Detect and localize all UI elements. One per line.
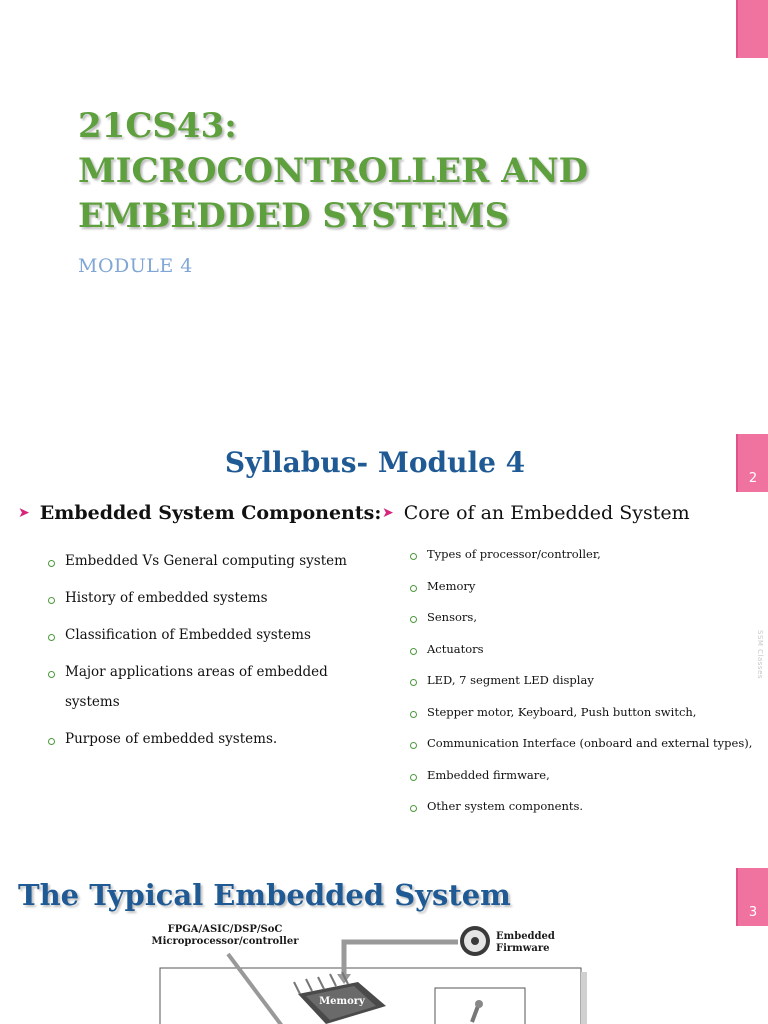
left-column-heading	[18, 502, 381, 524]
right-bullet-list	[410, 545, 753, 829]
processor-label-line: Microprocessor/controller	[151, 936, 299, 947]
module-subtitle: MODULE 4	[78, 255, 193, 277]
list-item: Sensors,	[410, 608, 745, 627]
title-line: 21CS43:	[78, 106, 237, 146]
page-number-tab	[736, 868, 768, 926]
list-item: Embedded Vs General computing system	[48, 546, 368, 576]
heading-text: Embedded System Components:	[39, 502, 382, 524]
left-bullet-list	[48, 546, 368, 761]
title-line: EMBEDDED SYSTEMS	[78, 196, 510, 236]
slide-title	[0, 0, 768, 420]
list-item: Communication Interface (onboard and external types),	[410, 734, 745, 753]
watermark: SSM Classes	[756, 630, 764, 680]
page-number: 2	[748, 471, 758, 486]
firmware-label-line: Embedded	[496, 931, 555, 942]
slide-title: Syllabus- Module 4	[224, 446, 526, 479]
arrow-bullet-icon: ➤	[18, 505, 30, 521]
title-line: MICROCONTROLLER AND	[78, 151, 589, 191]
page-tab	[736, 0, 768, 58]
list-item: Types of processor/controller,	[410, 545, 745, 564]
list-item: Major applications areas of embedded systems	[48, 657, 368, 717]
list-item: Classification of Embedded systems	[48, 620, 368, 650]
slide-title: The Typical Embedded System	[18, 878, 511, 912]
system-box-shadow	[581, 972, 587, 1024]
list-item: Embedded firmware,	[410, 766, 745, 785]
memory-label: Memory	[319, 996, 365, 1007]
right-column-heading	[382, 502, 690, 524]
list-item: Other system components.	[410, 797, 745, 816]
disc-icon	[460, 926, 490, 956]
slide-typical-embedded-system	[0, 848, 768, 1024]
processor-label-line: FPGA/ASIC/DSP/SoC	[167, 924, 283, 935]
list-item: Stepper motor, Keyboard, Push button switch,	[410, 703, 745, 722]
page-number: 3	[748, 905, 758, 920]
firmware-label-line: Firmware	[496, 943, 550, 954]
list-item: History of embedded systems	[48, 583, 368, 613]
list-item: Memory	[410, 577, 745, 596]
slide-syllabus	[0, 420, 768, 848]
diagram-graphics	[0, 922, 768, 1024]
heading-text: Core of an Embedded System	[403, 502, 690, 524]
list-item: LED, 7 segment LED display	[410, 671, 745, 690]
list-item: Actuators	[410, 640, 745, 659]
arrow-bullet-icon: ➤	[382, 505, 394, 521]
embedded-system-diagram	[0, 922, 768, 1024]
list-item: Purpose of embedded systems.	[48, 724, 368, 754]
presentation-title	[78, 104, 718, 239]
